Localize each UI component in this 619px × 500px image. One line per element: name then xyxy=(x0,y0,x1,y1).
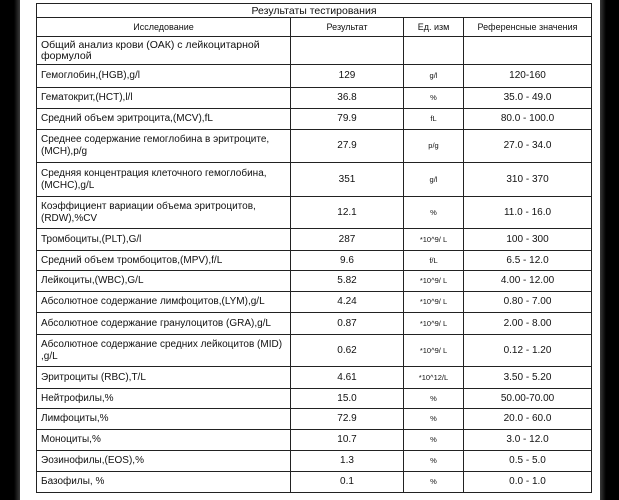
table-title: Результаты тестирования xyxy=(37,4,592,18)
table-row xyxy=(37,229,592,251)
test-result: 72.9 xyxy=(291,409,404,430)
test-unit: g/l xyxy=(404,163,464,197)
test-reference: 120-160 xyxy=(464,65,592,88)
test-name: Абсолютное содержание лимфоцитов,(LYM),g/L xyxy=(37,292,291,313)
test-reference: 11.0 - 16.0 xyxy=(464,197,592,229)
table-row xyxy=(37,88,592,109)
test-name: Средний объем тромбоцитов,(MPV),f/L xyxy=(37,251,291,271)
test-name: Базофилы, % xyxy=(37,472,291,493)
right-edge-shadow xyxy=(600,0,606,500)
test-unit: p/g xyxy=(404,130,464,163)
test-name: Тромбоциты,(PLT),G/l xyxy=(37,229,291,251)
section-label: Общий анализ крови (ОАК) с лейкоцитарной формулой xyxy=(37,37,291,65)
test-reference: 20.0 - 60.0 xyxy=(464,409,592,430)
test-reference: 6.5 - 12.0 xyxy=(464,251,592,271)
test-reference: 2.00 - 8.00 xyxy=(464,313,592,335)
header-test: Исследование xyxy=(37,18,291,37)
test-unit: % xyxy=(404,389,464,409)
results-body xyxy=(37,37,592,493)
test-reference: 0.5 - 5.0 xyxy=(464,451,592,472)
section-ref-empty xyxy=(464,37,592,65)
header-result: Результат xyxy=(291,18,404,37)
test-name: Нейтрофилы,% xyxy=(37,389,291,409)
test-unit: % xyxy=(404,430,464,451)
header-unit: Ед. изм xyxy=(404,18,464,37)
header-reference: Референсные значения xyxy=(464,18,592,37)
section-unit-empty xyxy=(404,37,464,65)
header-row xyxy=(37,18,592,37)
test-unit: *10^12/L xyxy=(404,367,464,389)
test-reference: 0.80 - 7.00 xyxy=(464,292,592,313)
test-reference: 100 - 300 xyxy=(464,229,592,251)
table-row xyxy=(37,197,592,229)
test-name: Эритроциты (RBC),T/L xyxy=(37,367,291,389)
table-row xyxy=(37,367,592,389)
test-result: 5.82 xyxy=(291,271,404,292)
test-name: Эозинофилы,(EOS),% xyxy=(37,451,291,472)
test-result: 12.1 xyxy=(291,197,404,229)
table-row xyxy=(37,292,592,313)
table-row xyxy=(37,130,592,163)
test-name: Средняя концентрация клеточного гемоглобина, (MCHC),g/L xyxy=(37,163,291,197)
results-table xyxy=(36,3,592,493)
test-unit: *10^9/ L xyxy=(404,335,464,367)
table-row xyxy=(37,451,592,472)
test-reference: 0.12 - 1.20 xyxy=(464,335,592,367)
table-row xyxy=(37,389,592,409)
test-result: 0.1 xyxy=(291,472,404,493)
test-reference: 35.0 - 49.0 xyxy=(464,88,592,109)
test-reference: 50.00-70.00 xyxy=(464,389,592,409)
test-unit: % xyxy=(404,88,464,109)
test-result: 4.61 xyxy=(291,367,404,389)
test-name: Гемоглобин,(HGB),g/l xyxy=(37,65,291,88)
test-name: Абсолютное содержание гранулоцитов (GRA),g/L xyxy=(37,313,291,335)
test-result: 0.62 xyxy=(291,335,404,367)
test-unit: % xyxy=(404,451,464,472)
test-reference: 3.0 - 12.0 xyxy=(464,430,592,451)
section-result-empty xyxy=(291,37,404,65)
test-result: 0.87 xyxy=(291,313,404,335)
table-row xyxy=(37,335,592,367)
section-row xyxy=(37,37,592,65)
test-unit: *10^9/ L xyxy=(404,271,464,292)
table-row xyxy=(37,430,592,451)
test-result: 351 xyxy=(291,163,404,197)
test-result: 10.7 xyxy=(291,430,404,451)
test-unit: *10^9/ L xyxy=(404,313,464,335)
test-reference: 310 - 370 xyxy=(464,163,592,197)
test-name: Среднее содержание гемоглобина в эритроците, (MCH),p/g xyxy=(37,130,291,163)
test-name: Коэффициент вариации объема эритроцитов, (RDW),%CV xyxy=(37,197,291,229)
test-name: Моноциты,% xyxy=(37,430,291,451)
test-reference: 27.0 - 34.0 xyxy=(464,130,592,163)
test-result: 287 xyxy=(291,229,404,251)
test-name: Гематокрит,(HCT),l/l xyxy=(37,88,291,109)
table-row xyxy=(37,313,592,335)
test-unit: % xyxy=(404,197,464,229)
test-result: 4.24 xyxy=(291,292,404,313)
test-result: 36.8 xyxy=(291,88,404,109)
test-reference: 80.0 - 100.0 xyxy=(464,109,592,130)
test-result: 15.0 xyxy=(291,389,404,409)
test-result: 79.9 xyxy=(291,109,404,130)
test-reference: 4.00 - 12.00 xyxy=(464,271,592,292)
test-name: Лейкоциты,(WBC),G/L xyxy=(37,271,291,292)
test-unit: fL xyxy=(404,109,464,130)
test-unit: f/L xyxy=(404,251,464,271)
test-reference: 0.0 - 1.0 xyxy=(464,472,592,493)
title-row xyxy=(37,4,592,18)
test-unit: g/l xyxy=(404,65,464,88)
test-result: 27.9 xyxy=(291,130,404,163)
table-row xyxy=(37,65,592,88)
table-row xyxy=(37,163,592,197)
table-row xyxy=(37,251,592,271)
test-result: 9.6 xyxy=(291,251,404,271)
table-row xyxy=(37,271,592,292)
document-page xyxy=(20,0,600,500)
test-name: Лимфоциты,% xyxy=(37,409,291,430)
table-row xyxy=(37,409,592,430)
test-unit: % xyxy=(404,472,464,493)
table-row xyxy=(37,472,592,493)
test-unit: % xyxy=(404,409,464,430)
test-unit: *10^9/ L xyxy=(404,292,464,313)
table-row xyxy=(37,109,592,130)
test-reference: 3.50 - 5.20 xyxy=(464,367,592,389)
test-unit: *10^9/ L xyxy=(404,229,464,251)
test-result: 129 xyxy=(291,65,404,88)
test-name: Абсолютное содержание средних лейкоцитов (MID) ,g/L xyxy=(37,335,291,367)
test-result: 1.3 xyxy=(291,451,404,472)
test-name: Средний объем эритроцита,(MCV),fL xyxy=(37,109,291,130)
